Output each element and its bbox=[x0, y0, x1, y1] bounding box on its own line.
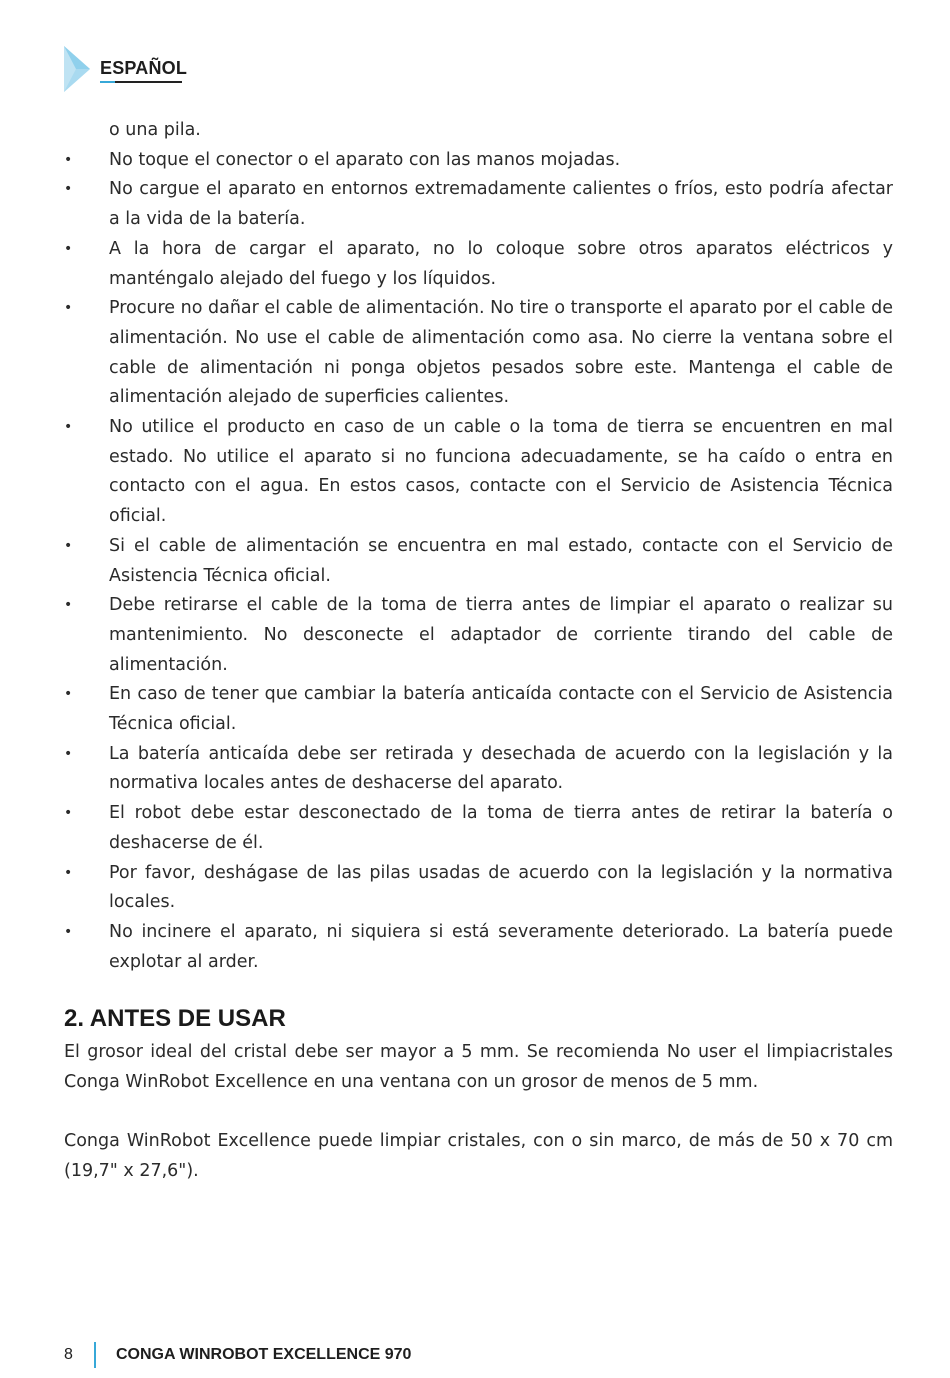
list-item bbox=[64, 235, 893, 294]
list-item bbox=[64, 294, 893, 413]
bullet-icon: • bbox=[64, 151, 73, 168]
list-item bbox=[64, 175, 893, 234]
page-number: 8 bbox=[64, 1346, 73, 1363]
list-item-text: Si el cable de alimentación se encuentra en mal estado, contacte con el Servicio de Asistencia Técnica oficial. bbox=[109, 535, 893, 586]
list-item-text: La batería anticaída debe ser retirada y desechada de acuerdo con la legislación y la normativa locales antes de deshacerse del aparato. bbox=[109, 743, 893, 794]
language-label: ESPAÑOL bbox=[100, 58, 188, 78]
list-item-text: A la hora de cargar el aparato, no lo coloque sobre otros aparatos eléctricos y manténgalo alejado del fuego y los líquidos. bbox=[109, 238, 893, 289]
bullet-icon: • bbox=[64, 537, 73, 554]
footer-divider bbox=[94, 1342, 96, 1368]
safety-instructions bbox=[64, 116, 893, 977]
list-item-text: No toque el conector o el aparato con las manos mojadas. bbox=[109, 149, 621, 170]
list-item bbox=[64, 680, 893, 739]
list-item-text: Debe retirarse el cable de la toma de tierra antes de limpiar el aparato o realizar su mantenimiento. No desconecte el adaptador de corriente tirando del cable de alimentación. bbox=[109, 595, 893, 675]
section-paragraph: El grosor ideal del cristal debe ser mayor a 5 mm. Se recomienda No user el limpiacristales Conga WinRobot Excellence en una ventana con un grosor de menos de 5 mm. bbox=[64, 1042, 893, 1092]
section-body bbox=[64, 1038, 893, 1216]
bullet-icon: • bbox=[64, 240, 73, 257]
list-item bbox=[64, 591, 893, 680]
bullet-icon: • bbox=[64, 686, 73, 703]
section-paragraph: Conga WinRobot Excellence puede limpiar cristales, con o sin marco, de más de 50 x 70 cm (19,7" x 27,6"). bbox=[64, 1131, 893, 1181]
bullet-icon: • bbox=[64, 864, 73, 881]
bullet-icon: • bbox=[64, 419, 73, 436]
continuation-text: o una pila. bbox=[109, 120, 201, 140]
bullet-icon: • bbox=[64, 597, 73, 614]
list-item-text: El robot debe estar desconectado de la toma de tierra antes de retirar la batería o deshacerse de él. bbox=[109, 803, 893, 853]
list-item-text: Procure no dañar el cable de alimentación. No tire o transporte el aparato por el cable de alimentación. No use el cable de alimentación como asa. No cierre la ventana sobre el cable de alimentación ni ponga objetos pesados sobre este. Mantenga el cable de alimentación alejado de superficies calientes. bbox=[109, 298, 893, 408]
list-item bbox=[64, 740, 893, 799]
bullet-list bbox=[64, 146, 893, 978]
list-item bbox=[64, 146, 893, 176]
bullet-icon: • bbox=[64, 745, 73, 762]
brand-logo-icon bbox=[62, 46, 92, 92]
list-item-text: No cargue el aparato en entornos extremadamente calientes o fríos, esto podría afectar a la vida de la batería. bbox=[109, 179, 893, 230]
list-item bbox=[64, 859, 893, 918]
footer-product-title: CONGA WINROBOT EXCELLENCE 970 bbox=[116, 1346, 412, 1363]
section-title: 2. ANTES DE USAR bbox=[64, 1005, 286, 1032]
list-item bbox=[64, 413, 893, 532]
bullet-icon: • bbox=[64, 300, 73, 317]
list-item bbox=[64, 799, 893, 858]
bullet-icon: • bbox=[64, 923, 73, 940]
list-item-text: No utilice el producto en caso de un cable o la toma de tierra se encuentren en mal estado. No utilice el aparato si no funciona adecuadamente, se ha caído o entra en contacto con el agua. En estos casos, contacte con el Servicio de Asistencia Técnica oficial. bbox=[109, 417, 893, 527]
list-item bbox=[64, 918, 893, 977]
list-item-text: No incinere el aparato, ni siquiera si está severamente deteriorado. La batería puede explotar al arder. bbox=[109, 921, 893, 972]
language-underline-accent bbox=[100, 81, 115, 83]
bullet-icon: • bbox=[64, 181, 73, 198]
list-item-text: En caso de tener que cambiar la batería anticaída contacte con el Servicio de Asistencia Técnica oficial. bbox=[109, 684, 893, 735]
bullet-icon: • bbox=[64, 805, 73, 822]
list-item-text: Por favor, deshágase de las pilas usadas de acuerdo con la legislación y la normativa locales. bbox=[109, 862, 893, 913]
list-item bbox=[64, 532, 893, 591]
